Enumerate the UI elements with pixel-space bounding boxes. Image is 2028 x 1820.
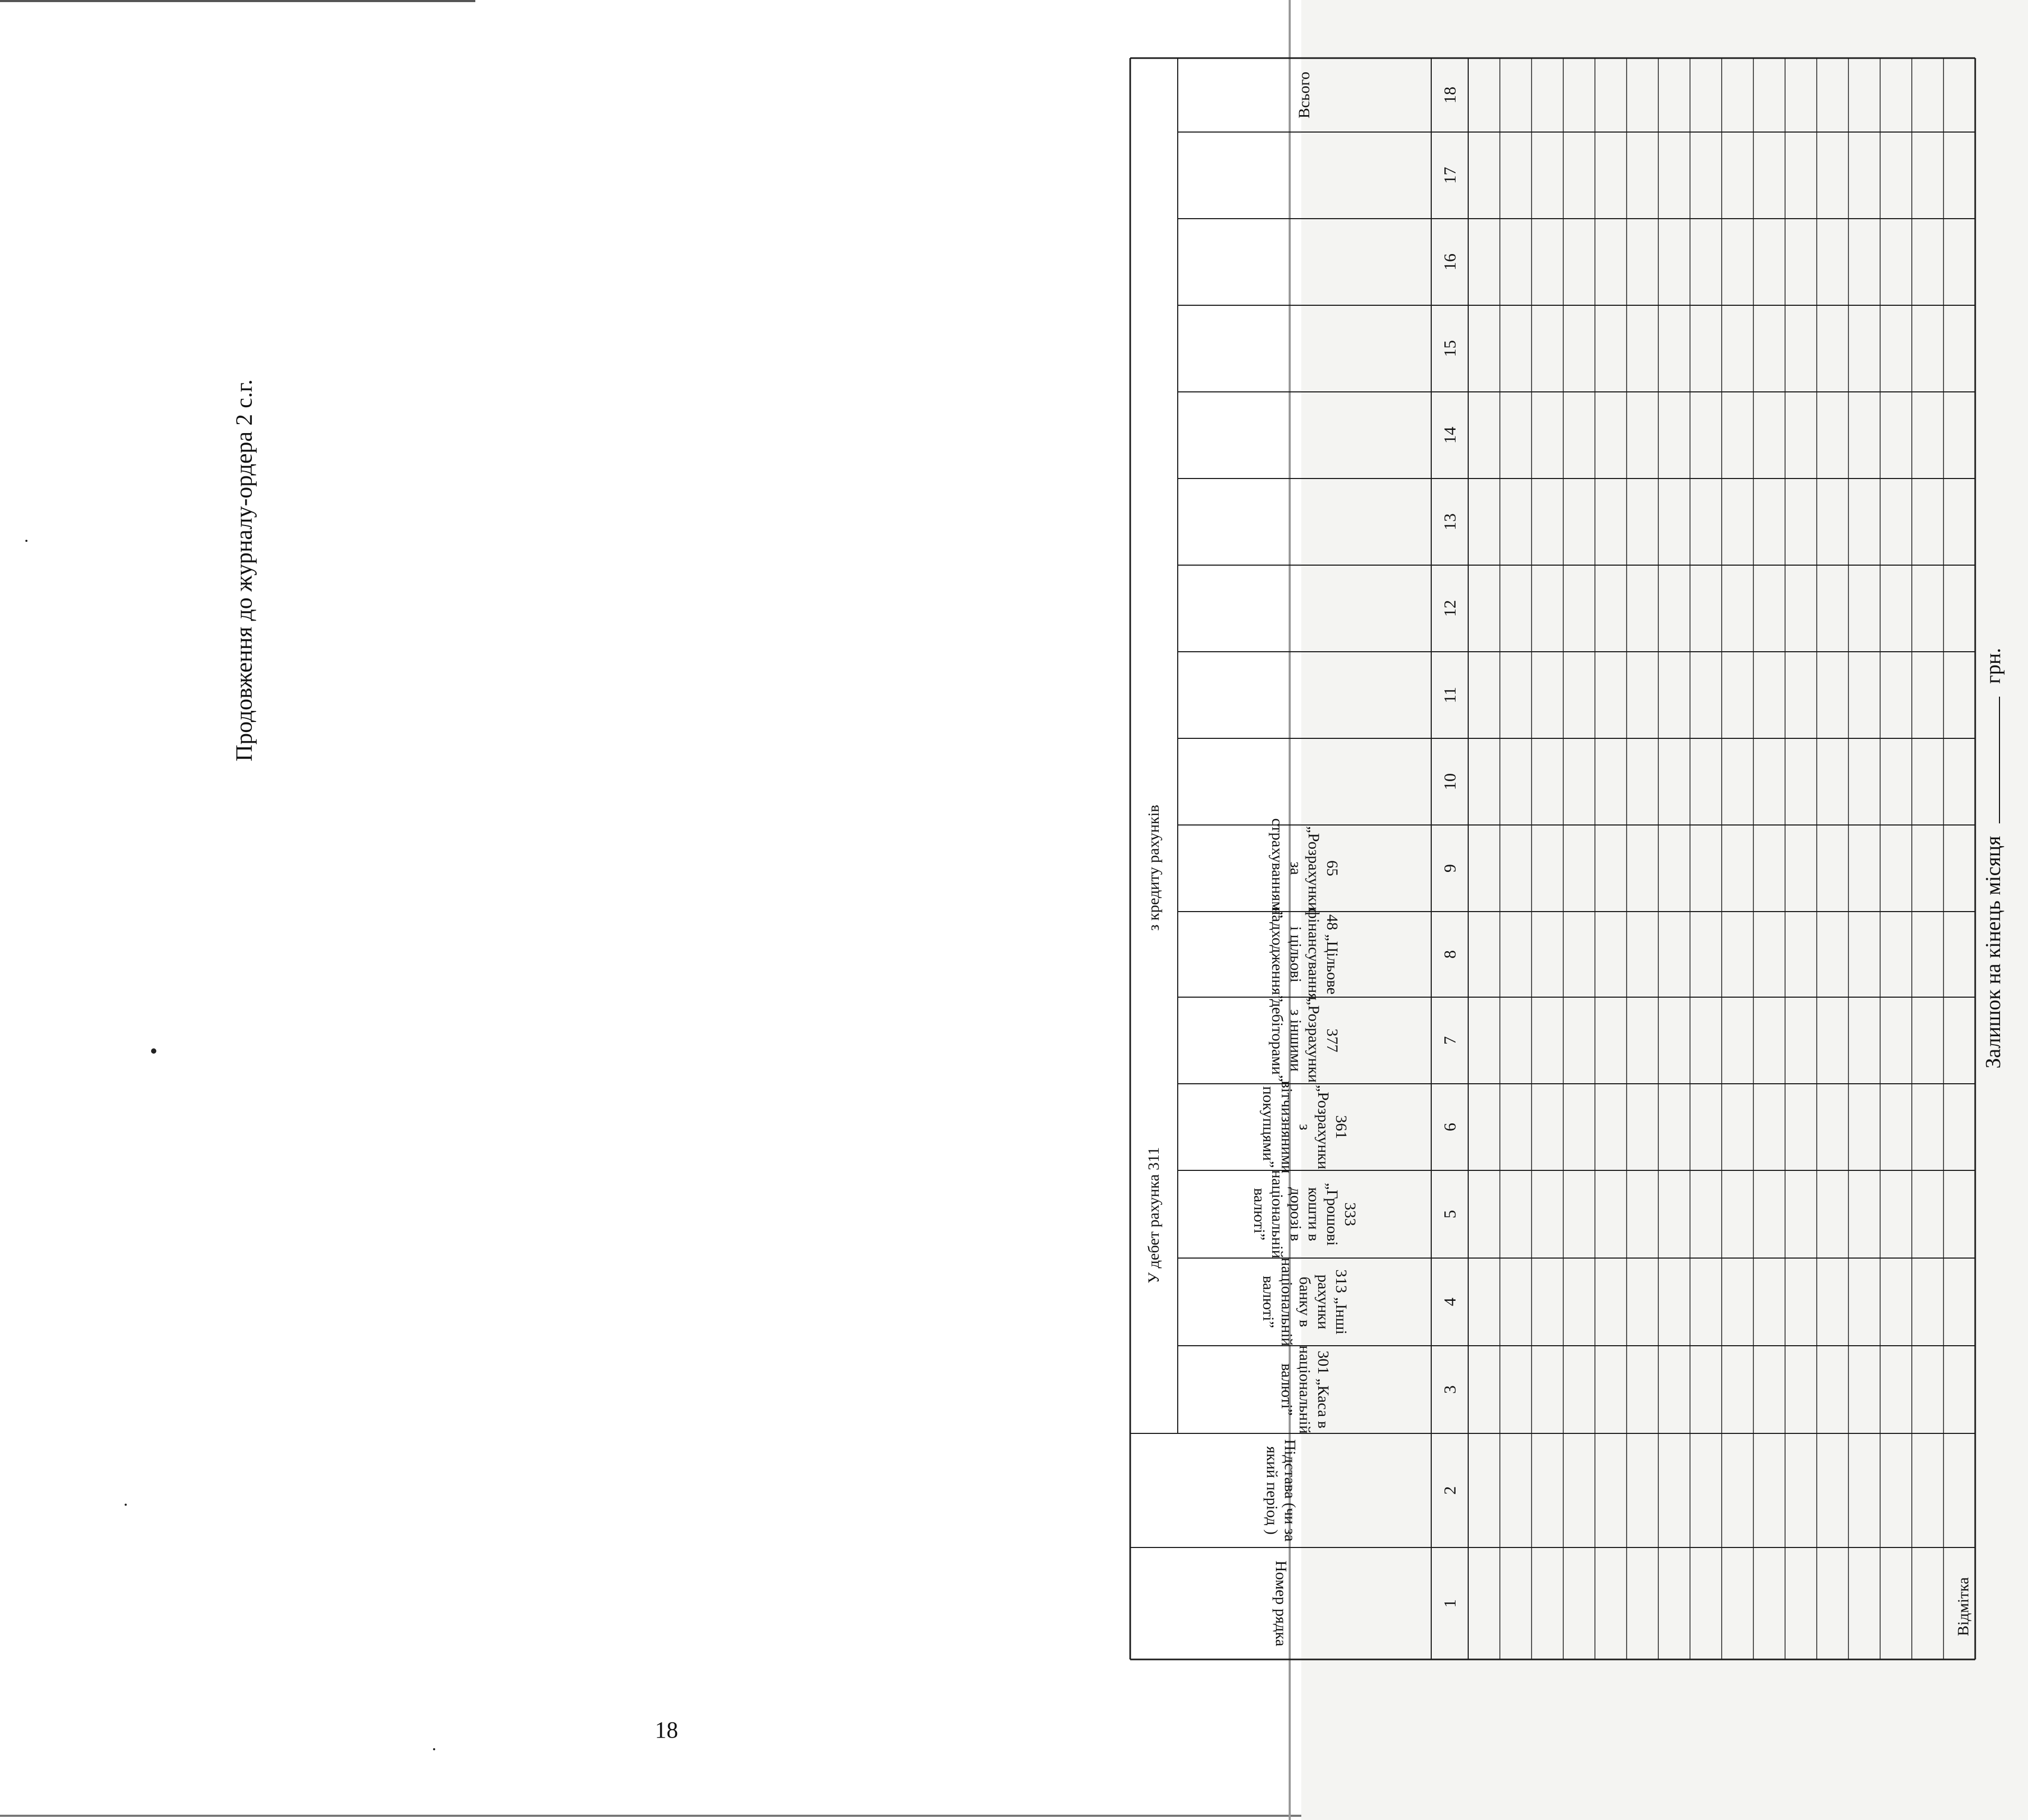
column-number-5: 5 (1440, 1210, 1459, 1218)
account-header-6: 48 „Цільове фінансування і цільові надходження” (1269, 906, 1341, 1002)
account-header-4: 361 „Розрахунки з вітчизняними покупцями” (1260, 1081, 1350, 1174)
column-number-9: 9 (1440, 864, 1459, 873)
footer-vidmitka-label: Відмітка (1954, 1577, 1972, 1636)
total-header: Всього (1295, 71, 1313, 119)
column-number-13: 13 (1440, 513, 1459, 530)
account-header-3: 333 „Грошові кошти в дорозі в національній валюті” (1251, 1170, 1359, 1259)
rotated-journal-form (1130, 53, 2028, 1664)
column-number-14: 14 (1440, 427, 1459, 444)
column-number-16: 16 (1440, 254, 1459, 270)
column-number-10: 10 (1440, 773, 1459, 790)
balance-line (1980, 53, 2005, 1664)
column-number-6: 6 (1440, 1123, 1459, 1131)
column-number-7: 7 (1440, 1036, 1459, 1045)
page-number: 18 (655, 1717, 678, 1743)
column-number-1: 1 (1440, 1599, 1459, 1608)
column-number-2: 2 (1440, 1486, 1459, 1495)
scan-edge-bottom (0, 1815, 1301, 1817)
column-number-8: 8 (1440, 950, 1459, 959)
scan-speck (25, 540, 27, 542)
column-number-15: 15 (1440, 340, 1459, 357)
document-title-wrap (218, 121, 270, 1019)
credit-accounts-header: з кредиту рахунків (1144, 804, 1162, 931)
scan-edge-top (0, 0, 475, 2)
debit-account-header: У дебет рахунка 311 (1144, 1147, 1162, 1284)
column-number-17: 17 (1440, 167, 1459, 184)
balance-unit: грн. (1981, 648, 2005, 684)
account-header-5: 377 „Розрахунки з іншими дебіторами” (1269, 998, 1341, 1083)
column-number-18: 18 (1440, 87, 1459, 104)
scan-speck (125, 1504, 127, 1506)
column-number-11: 11 (1440, 687, 1459, 703)
journal-order-table (1130, 53, 1975, 1664)
scan-speck (151, 1048, 156, 1054)
column-number-3: 3 (1440, 1385, 1459, 1394)
balance-blank (1983, 697, 2000, 823)
scan-speck (433, 1748, 435, 1750)
balance-label: Залишок на кінець місяця (1981, 836, 2005, 1069)
document-title: Продовження до журналу-ордера 2 с.г. (231, 379, 257, 762)
column-number-4: 4 (1440, 1298, 1459, 1306)
basis-header: Підстава (чи за який період ) (1263, 1439, 1299, 1542)
account-header-7: 65 „Розрахунки за страхуванням” (1269, 818, 1341, 918)
row-number-header: Номер рядка (1272, 1560, 1290, 1647)
column-number-12: 12 (1440, 600, 1459, 617)
account-header-1: 301 „Каса в національній валюті” (1278, 1345, 1332, 1434)
account-header-2: 313 „Інші рахунки банку в національній валюті” (1260, 1258, 1350, 1346)
